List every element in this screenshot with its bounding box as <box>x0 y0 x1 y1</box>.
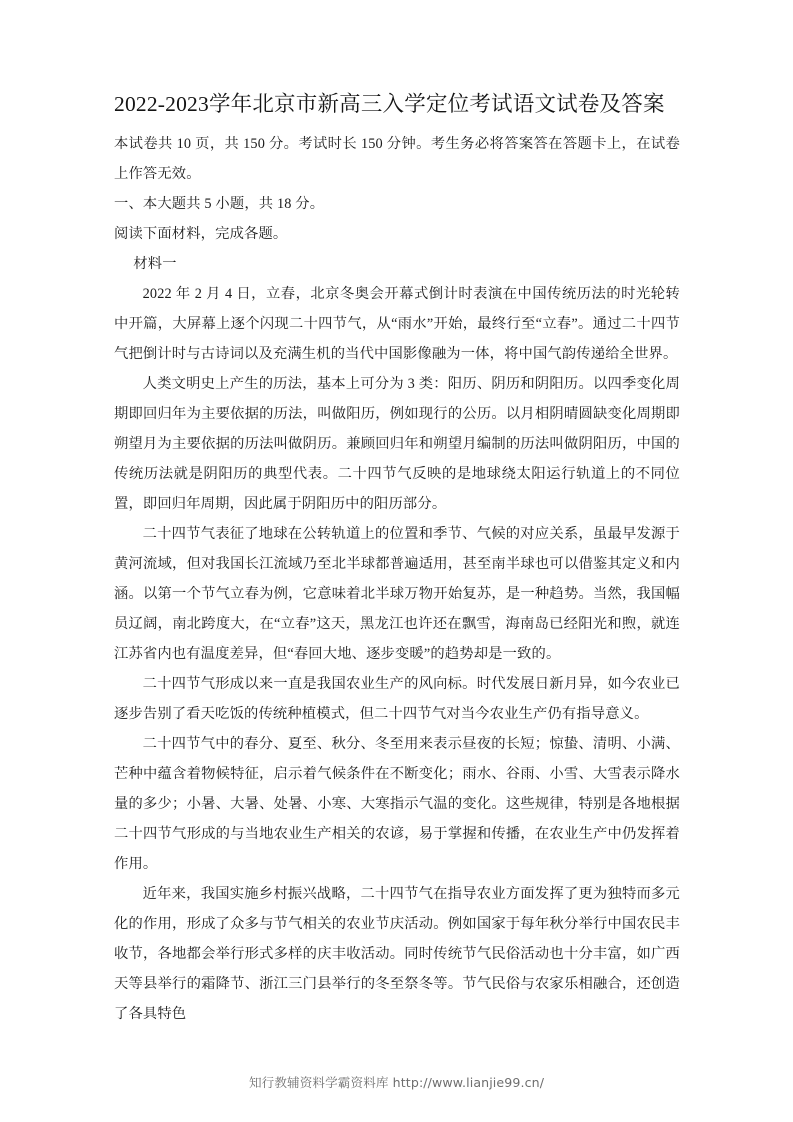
section-prompt: 阅读下面材料，完成各题。 <box>114 226 288 242</box>
page-title: 2022-2023学年北京市新高三入学定位考试语文试卷及答案 <box>114 92 665 116</box>
material-paragraph: 人类文明史上产生的历法，基本上可分为 3 类：阳历、阴历和阴阳历。以四季变化周期即回归年为主要依据的历法，叫做阳历，例如现行的公历。以月相阴晴圆缺变化周期即朔望月为主要依据的历法叫做阴历。兼顾回归年和朔望月编制的历法叫做阴阳历，中国的传统历法就是阴阳历的典型代表。二十四节气反映的是地球绕太阳运行轨道上的不同位置，即回归年周期，因此属于阴阳历中的阳历部分。 <box>114 376 680 512</box>
material-paragraph: 2022 年 2 月 4 日，立春，北京冬奥会开幕式倒计时表演在中国传统历法的时光轮转中开篇，大屏幕上逐个闪现二十四节气，从“雨水”开始，最终行至“立春”。通过二十四节气把倒计时与古诗词以及充满生机的当代中国影像融为一体，将中国气韵传递给全世界。 <box>114 286 680 362</box>
page-footer <box>0 1074 793 1092</box>
material-paragraph: 近年来，我国实施乡村振兴战略，二十四节气在指导农业方面发挥了更为独特而多元化的作用，形成了众多与节气相关的农业节庆活动。例如国家于每年秋分举行中国农民丰收节，各地都会举行形式多样的庆丰收活动。同时传统节气民俗活动也十分丰富，如广西天等县举行的霜降节、浙江三门县举行的冬至祭冬等。节气民俗与农家乐相融合，还创造了各具特色 <box>114 886 680 1022</box>
material-paragraph: 二十四节气表征了地球在公转轨道上的位置和季节、气候的对应关系，虽最早发源于黄河流域，但对我国长江流域乃至北半球都普遍适用，甚至南半球也可以借鉴其定义和内涵。以第一个节气立春为例，它意味着北半球万物开始复苏，是一种趋势。当然，我国幅员辽阔，南北跨度大，在“立春”这天，黑龙江也许还在飘雪，海南岛已经阳光和煦，就连江苏省内也有温度差异，但“春回大地、逐步变暖”的趋势却是一致的。 <box>114 526 680 662</box>
exam-instructions: 本试卷共 10 页，共 150 分。考试时长 150 分钟。考生务必将答案答在答题卡上，在试卷上作答无效。 <box>114 136 680 182</box>
section-heading: 一、本大题共 5 小题，共 18 分。 <box>114 196 325 212</box>
material-paragraph: 二十四节气中的春分、夏至、秋分、冬至用来表示昼夜的长短；惊蛰、清明、小满、芒种中蕴含着物候特征，启示着气候条件在不断变化；雨水、谷雨、小雪、大雪表示降水量的多少；小暑、大暑、处暑、小寒、大寒指示气温的变化。这些规律，特别是各地根据二十四节气形成的与当地农业生产相关的农谚，易于掌握和传播，在农业生产中仍发挥着作用。 <box>114 736 680 872</box>
material-paragraph: 二十四节气形成以来一直是我国农业生产的风向标。时代发展日新月异，如今农业已逐步告别了看天吃饭的传统种植模式，但二十四节气对当今农业生产仍有指导意义。 <box>114 676 680 722</box>
footer-watermark: 知行教辅资料学霸资料库 http://www.lianjie99.cn/ <box>248 1075 545 1090</box>
document-body <box>114 88 680 1029</box>
material-label: 材料一 <box>133 256 177 272</box>
